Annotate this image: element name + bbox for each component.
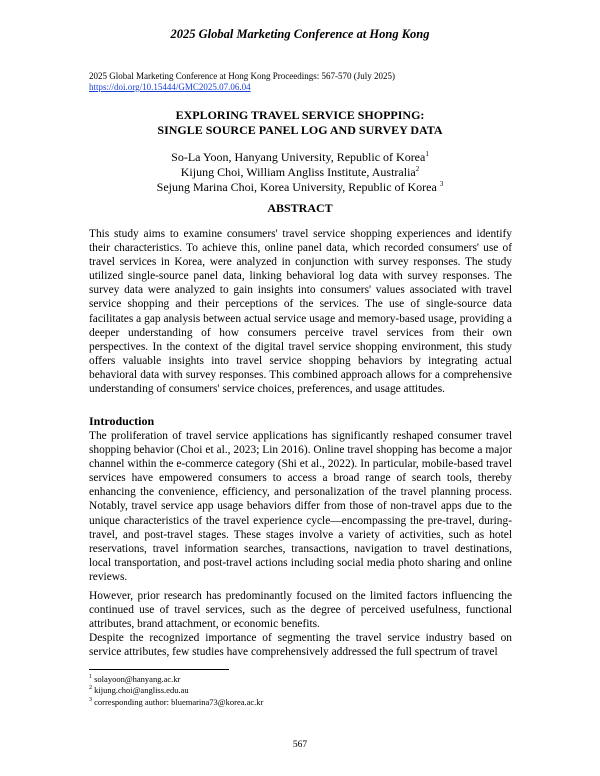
footnote-1-marker: 1 [89, 674, 92, 681]
footnotes [89, 674, 263, 708]
author-2-marker: 2 [415, 165, 420, 173]
footnote-3 [89, 697, 263, 708]
author-1 [0, 150, 600, 165]
footnote-1-text: solayoon@hanyang.ac.kr [92, 674, 181, 684]
abstract-text: This study aims to examine consumers' travel service shopping experiences and identify their characteristics. To achieve this, online panel data, which recorded consumers' use of travel services in Korea, were analyzed in conjunction with survey responses. The study utilized single-source panel data, linking behavioral log data with survey responses. The survey data were analyzed to gain insights into consumers' values associated with travel service shopping and their perceptions of the services. The use of single-source data facilitates a gap analysis between actual service usage and memory-based usage, providing a deeper understanding of how consumers perceive travel services from their own perspectives. In the context of the digital travel service shopping environment, this study offers valuable insights into travel service shopping behaviors by integrating actual behavioral data with survey responses. This combined approach allows for a comprehensive understanding of consumers' service choices, preferences, and usage attitudes. [89, 228, 512, 396]
author-2 [0, 165, 600, 180]
author-1-marker: 1 [425, 150, 429, 158]
introduction-paragraph-1: The proliferation of travel service applications has significantly reshaped consumer travel shopping behavior (Choi et al., 2023; Lin 2016). Online travel shopping has become a major channel within the e-commerce category (Shi et al., 2022). In particular, mobile-based travel services have empowered consumers to access a broad range of search tools, thereby enhancing the convenience, efficiency, and personalization of the travel planning process. Notably, travel service app usage behaviors differ from those of non-travel apps due to the unique characteristics of the travel experience cycle—encompassing the pre-travel, during-travel, and post-travel stages. These stages involve a variety of activities, such as hotel reservations, travel information searches, transactions, navigation to travel destinations, local transportation, and post-travel actions including social media photo sharing and online reviews. [89, 430, 512, 583]
footnote-1 [89, 674, 263, 685]
footnote-2-text: kijung.choi@angliss.edu.au [92, 685, 189, 696]
title-line-2: SINGLE SOURCE PANEL LOG AND SURVEY DATA [157, 123, 443, 137]
author-list [0, 150, 600, 195]
author-3 [0, 180, 600, 195]
footnote-3-text: corresponding author: bluemarina73@korea.ac.kr [92, 696, 264, 707]
page-number: 567 [292, 740, 308, 750]
author-2-affiliation: Kijung Choi, William Angliss Institute, Australia [180, 165, 416, 179]
footnote-divider [89, 669, 229, 670]
title-line-1: EXPLORING TRAVEL SERVICE SHOPPING: [175, 108, 425, 122]
abstract-heading: ABSTRACT [267, 201, 333, 215]
doi-link[interactable]: https://doi.org/10.15444/GMC2025.07.06.04 [89, 82, 251, 92]
proceedings-info [89, 71, 395, 93]
running-head: 2025 Global Marketing Conference at Hong Kong [170, 27, 430, 41]
paper-title [0, 108, 600, 138]
introduction-paragraph-2: However, prior research has predominantly focused on the limited factors influencing the continued use of travel services, such as the degree of perceived usefulness, functional attributes, brand attachment, or economic benefits. [89, 590, 512, 631]
author-3-affiliation: Sejung Marina Choi, Korea University, Republic of Korea [156, 180, 440, 194]
author-1-affiliation: So-La Yoon, Hanyang University, Republic of Korea [171, 150, 426, 164]
footnote-3-marker: 3 [89, 696, 92, 703]
footnote-2-marker: 2 [89, 685, 92, 692]
proceedings-citation: 2025 Global Marketing Conference at Hong Kong Proceedings: 567-570 (July 2025) [89, 71, 395, 81]
introduction-paragraph-3: Despite the recognized importance of segmenting the travel service industry based on service attributes, few studies have comprehensively addressed the full spectrum of travel [89, 632, 512, 659]
introduction-heading: Introduction [89, 414, 155, 428]
author-3-marker: 3 [439, 180, 444, 188]
footnote-2 [89, 685, 263, 696]
